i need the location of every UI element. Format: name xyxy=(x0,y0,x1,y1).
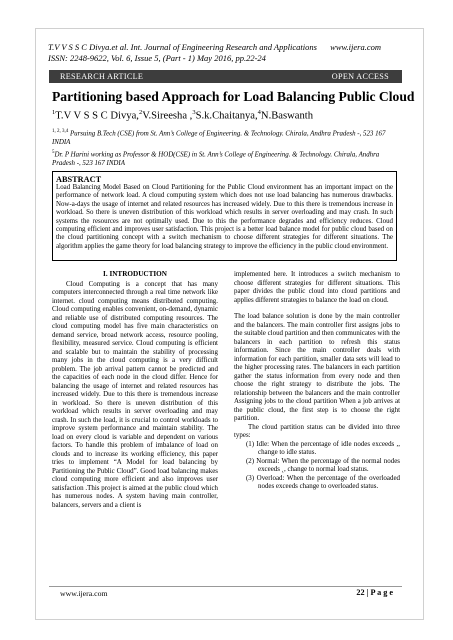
affiliation-text: Dr. P Harini working as Professor & HOD(CSE) in St. Ann’s College of Engineering. & Technology. Chirala, Andhra Pradesh -, 523 167 INDIA xyxy=(52,151,380,167)
affiliation-marker: 1, 2, 3,4 xyxy=(52,129,69,134)
body-paragraph: The load balance solution is done by the main controller and the balancers. The main controller first assigns jobs to the suitable cloud partition and then communicates with the balancers in each partition to refresh this status information. Since the main controller deals with information for each partition, smaller data sets will lead to the higher processing rates. The balancers in each partition gather the status information from every node and then choose the right strategy to distribute the jobs. The relationship between the balancers and the main controller Assigning jobs to the cloud partition When a job arrives at the public cloud, the first step is to choose the right partition. xyxy=(234,312,400,422)
author-name: T.V V S S C Divya, xyxy=(55,110,139,122)
abstract-box xyxy=(52,171,397,261)
body-paragraph: The cloud partition status can be divided into three types: xyxy=(234,422,400,439)
intro-paragraph: Cloud Computing is a concept that has many computers interconnected through a real time network like internet. cloud computing means distributed computing. Cloud computing enables convenient, on-demand, dynamic and reliable use of distributed computing resources. The cloud computing model has five main characteristics on demand service, broad network access, resource pooling, flexibility, measured service. Cloud computing is efficient and scalable but to maintain the stability of processing many jobs in the cloud computing is a very difficult problem. The job arrival pattern cannot be predicted and the capacities of each node in the cloud differ. Hence for balancing the usage of internet and related resources has increased widely. Due to this there is tremendous increase in workload. So there is uneven distribution of this workload which results in server overloading and may crash. In such the load, it is crucial to control workloads to improve system performance and maintain stability. The load on every cloud is variable and dependent on various factors. To handle this problem of imbalance of load on clouds and to increase its working efficiency, this paper tries to implement “A Model for load balancing by Partitioning the Public Cloud”. Good load balancing makes cloud computing more efficient and also improves user satisfaction .This project is aimed at the public cloud which has numerous nodes. A system having main controller, balancers, servers and a client is xyxy=(52,279,218,509)
abstract-heading: ABSTRACT xyxy=(56,175,102,184)
status-list-item: (2) Normal: When the percentage of the normal nodes exceeds ˛, change to normal load status. xyxy=(246,456,400,473)
author-name: V.Sireesha , xyxy=(142,110,193,122)
journal-issn: ISSN: 2248-9622, Vol. 6, Issue 5, (Part - 1) May 2016, pp.22-24 xyxy=(48,53,266,63)
article-type-band xyxy=(49,70,402,83)
status-list-item: (3) Overload: When the percentage of the overloaded nodes exceeds change to overloaded status. xyxy=(246,473,400,490)
author-name: S.k.Chaitanya, xyxy=(195,110,258,122)
author-marker: 4 xyxy=(257,109,261,116)
status-list-item: (1) Idle: When the percentage of idle nodes exceeds ,, change to idle status. xyxy=(246,439,400,456)
author-name: N.Baswanth xyxy=(260,110,314,122)
research-article-label: RESEARCH ARTICLE xyxy=(60,72,144,81)
paper-title: Partitioning based Approach for Load Balancing Public Cloud xyxy=(52,89,415,104)
affiliation-text: Pursuing B.Tech (CSE) from St. Ann’s College of Engineering. & Technology. Chirala, Andhra Pradesh -, 523 167 INDIA xyxy=(52,130,386,146)
abstract-text: Load Balancing Model Based on Cloud Partitioning for the Public Cloud environment has an important impact on the performance of network load. A cloud computing system which does not use load balancing has numerous drawbacks. Now-a-days the usage of internet and related resources has increased widely. Due to this there is tremendous increase in workload. So there is uneven distribution of this workload which results in server overloading and may crash. In such systems the resources are not optimally used. Due to this the performance degrades and efficiency reduces. Cloud computing efficient and improves user satisfaction. This project is a better load balance model for public cloud based on the cloud partitioning concept with a switch mechanism to choose different strategies for different situations. The algorithm applies the game theory for load balancing strategy to improve the efficiency in the public cloud environment. xyxy=(56,184,393,250)
journal-citation: T.V V S S C Divya.et al. Int. Journal of Engineering Research and Applications xyxy=(48,42,317,52)
footer-divider xyxy=(49,586,402,587)
affiliation-students xyxy=(52,128,402,147)
affiliation-marker: 5 xyxy=(52,150,55,155)
author-marker: 2 xyxy=(138,109,143,116)
author-marker: 3 xyxy=(192,109,196,116)
body-paragraph: implemented here. It introduces a switch mechanism to choose different strategies for different situations. This paper divides the public cloud into cloud partitions and applies different strategies to balance the load on cloud. xyxy=(234,270,400,304)
page-number: 22 | P a g e xyxy=(356,588,393,597)
body-column-right xyxy=(234,270,400,491)
open-access-label: OPEN ACCESS xyxy=(331,72,389,81)
journal-header xyxy=(48,42,348,64)
author-list xyxy=(52,109,313,122)
body-column-left xyxy=(52,270,218,509)
author-marker: 1 xyxy=(52,109,56,116)
affiliation-professor xyxy=(52,149,402,168)
section-heading-introduction: I. INTRODUCTION xyxy=(103,270,167,278)
journal-website[interactable]: www.ijera.com xyxy=(330,42,381,52)
footer-website[interactable]: www.ijera.com xyxy=(60,589,108,598)
